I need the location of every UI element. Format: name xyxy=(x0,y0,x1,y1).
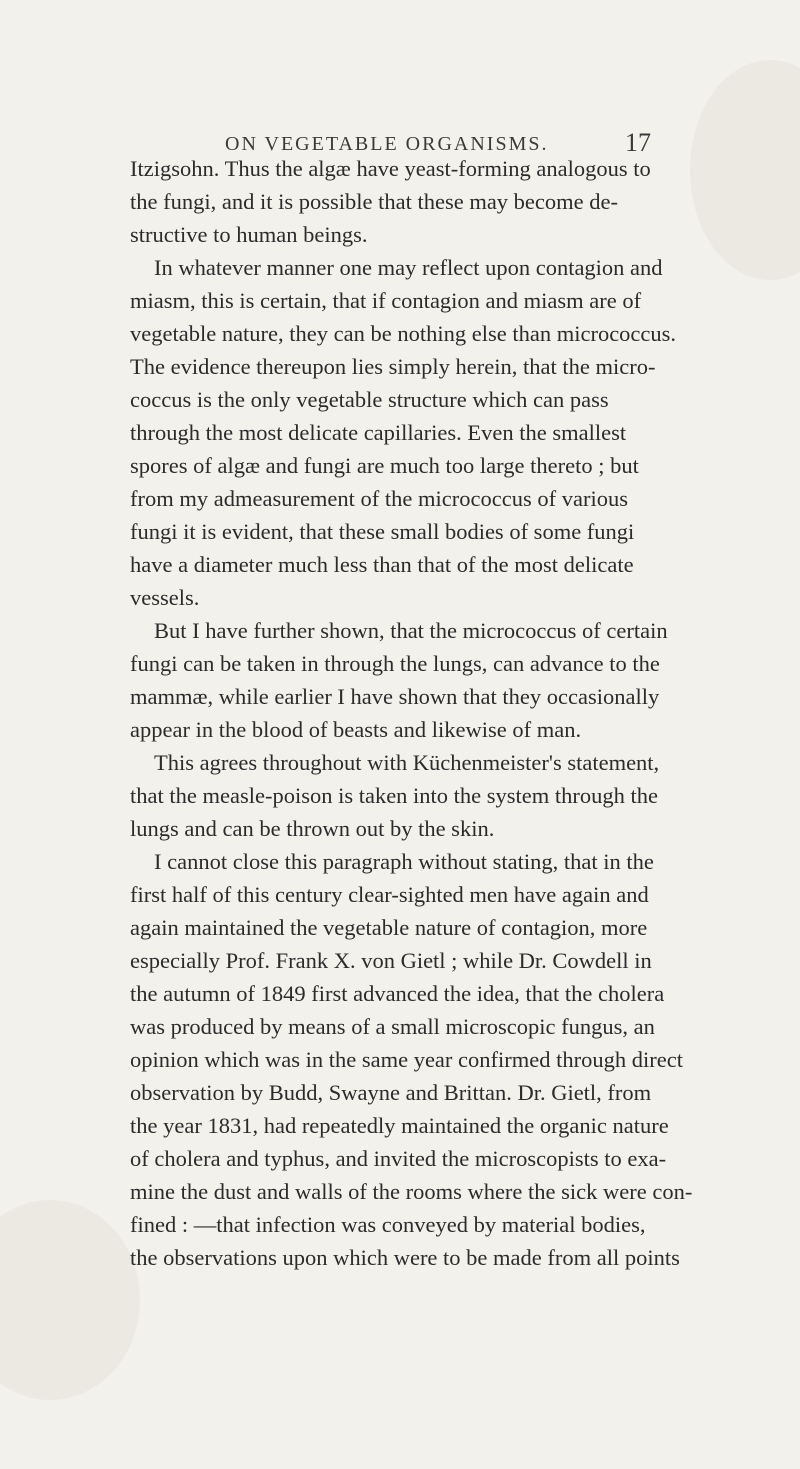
text-line: The evidence thereupon lies simply herein, that the micro- xyxy=(130,354,656,379)
text-line: especially Prof. Frank X. von Gietl ; while Dr. Cowdell in xyxy=(130,948,652,973)
text-line: Itzigsohn. Thus the algæ have yeast-forming analogous to xyxy=(130,156,651,181)
text-line: first half of this century clear-sighted men have again and xyxy=(130,882,649,907)
text-line: that the measle-poison is taken into the system through the xyxy=(130,783,659,808)
text-line: But I have further shown, that the micrococcus of certain xyxy=(154,618,668,643)
text-line: from my admeasurement of the micrococcus of various xyxy=(130,486,628,511)
text-line: was produced by means of a small microscopic fungus, an xyxy=(130,1014,655,1039)
text-line: fungi it is evident, that these small bodies of some fungi xyxy=(130,519,635,544)
text-line: structive to human beings. xyxy=(130,222,368,247)
text-line: coccus is the only vegetable structure which can pass xyxy=(130,387,609,412)
text-line: have a diameter much less than that of the most delicate xyxy=(130,552,634,577)
paper-stain xyxy=(690,60,800,280)
text-line: fined : —that infection was conveyed by material bodies, xyxy=(130,1212,646,1237)
text-line: In whatever manner one may reflect upon contagion and xyxy=(154,255,663,280)
text-line: lungs and can be thrown out by the skin. xyxy=(130,816,495,841)
text-line: the year 1831, had repeatedly maintained the organic nature xyxy=(130,1113,669,1138)
text-line: I cannot close this paragraph without stating, that in the xyxy=(154,849,654,874)
text-line: This agrees throughout with Küchenmeister's statement, xyxy=(154,750,660,775)
text-line: mammæ, while earlier I have shown that they occasionally xyxy=(130,684,660,709)
text-line: of cholera and typhus, and invited the microscopists to exa- xyxy=(130,1146,667,1171)
text-line: the fungi, and it is possible that these may become de- xyxy=(130,189,619,214)
text-line: mine the dust and walls of the rooms where the sick were con- xyxy=(130,1179,693,1204)
text-line: opinion which was in the same year confirmed through direct xyxy=(130,1047,683,1072)
text-line: fungi can be taken in through the lungs, can advance to the xyxy=(130,651,660,676)
running-title: ON VEGETABLE ORGANISMS. xyxy=(225,133,549,155)
text-line: observation by Budd, Swayne and Brittan. Dr. Gietl, from xyxy=(130,1080,652,1105)
text-line: spores of algæ and fungi are much too large thereto ; but xyxy=(130,453,639,478)
text-line: the autumn of 1849 first advanced the idea, that the cholera xyxy=(130,981,665,1006)
text-line: vegetable nature, they can be nothing else than micrococcus. xyxy=(130,321,677,346)
page-number: 17 xyxy=(625,128,651,157)
text-line: through the most delicate capillaries. Even the smallest xyxy=(130,420,627,445)
text-line: appear in the blood of beasts and likewise of man. xyxy=(130,717,582,742)
paper-stain xyxy=(0,1200,140,1400)
text-line: vessels. xyxy=(130,585,200,610)
text-line: the observations upon which were to be made from all points xyxy=(130,1245,680,1270)
text-line: miasm, this is certain, that if contagion and miasm are of xyxy=(130,288,642,313)
text-line: again maintained the vegetable nature of contagion, more xyxy=(130,915,648,940)
